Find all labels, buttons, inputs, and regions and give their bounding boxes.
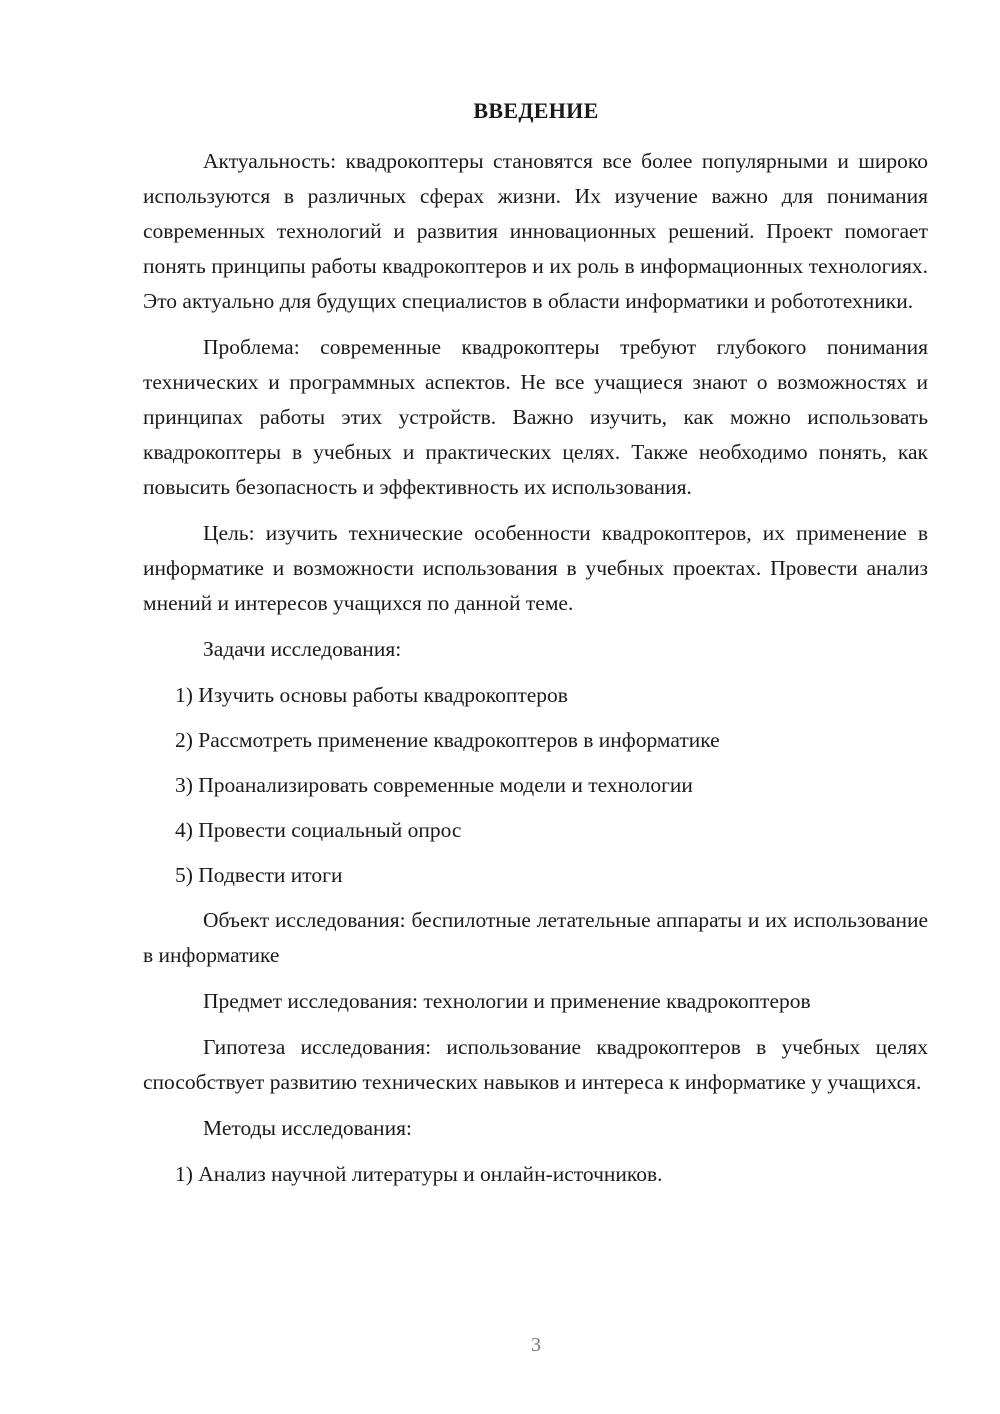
methods-list — [143, 1157, 928, 1192]
list-item: 3) Проанализировать современные модели и технологии — [175, 773, 693, 797]
object-paragraph: Объект исследования: беспилотные летательные аппараты и их использование в информатике — [143, 908, 928, 967]
methods-heading: Методы исследования: — [203, 1116, 412, 1140]
list-item: 5) Подвести итоги — [175, 863, 343, 887]
list-item: 2) Рассмотреть применение квадрокоптеров в информатике — [175, 728, 720, 752]
tasks-heading: Задачи исследования: — [203, 637, 402, 661]
relevance-paragraph: Актуальность: квадрокоптеры становятся все более популярными и широко используются в различных сферах жизни. Их изучение важно для понимания современных технологий и развития инновационных решений. Проект помогает понять принципы работы квадрокоптеров и их роль в информационных технологиях. Это актуально для будущих специалистов в области информатики и робототехники. — [143, 149, 928, 313]
goal-paragraph: Цель: изучить технические особенности квадрокоптеров, их применение в информатике и возможности использования в учебных проектах. Провести анализ мнений и интересов учащихся по данной теме. — [143, 521, 928, 615]
list-item: 1) Анализ научной литературы и онлайн-источников. — [175, 1162, 663, 1186]
page-title: ВВЕДЕНИЕ — [473, 98, 599, 123]
tasks-list — [143, 678, 928, 893]
problem-paragraph: Проблема: современные квадрокоптеры требуют глубокого понимания технических и программных аспектов. Не все учащиеся знают о возможностях и принципах работы этих устройств. Важно изучить, как можно использовать квадрокоптеры в учебных и практических целях. Также необходимо понять, как повысить безопасность и эффективность их использования. — [143, 335, 928, 499]
subject-paragraph: Предмет исследования: технологии и применение квадрокоптеров — [203, 989, 811, 1013]
list-item: 1) Изучить основы работы квадрокоптеров — [175, 683, 568, 707]
document-body — [143, 144, 928, 1202]
hypothesis-paragraph: Гипотеза исследования: использование квадрокоптеров в учебных целях способствует развитию технических навыков и интереса к информатике у учащихся. — [143, 1035, 928, 1094]
list-item: 4) Провести социальный опрос — [175, 818, 462, 842]
page-number: 3 — [531, 1334, 541, 1356]
